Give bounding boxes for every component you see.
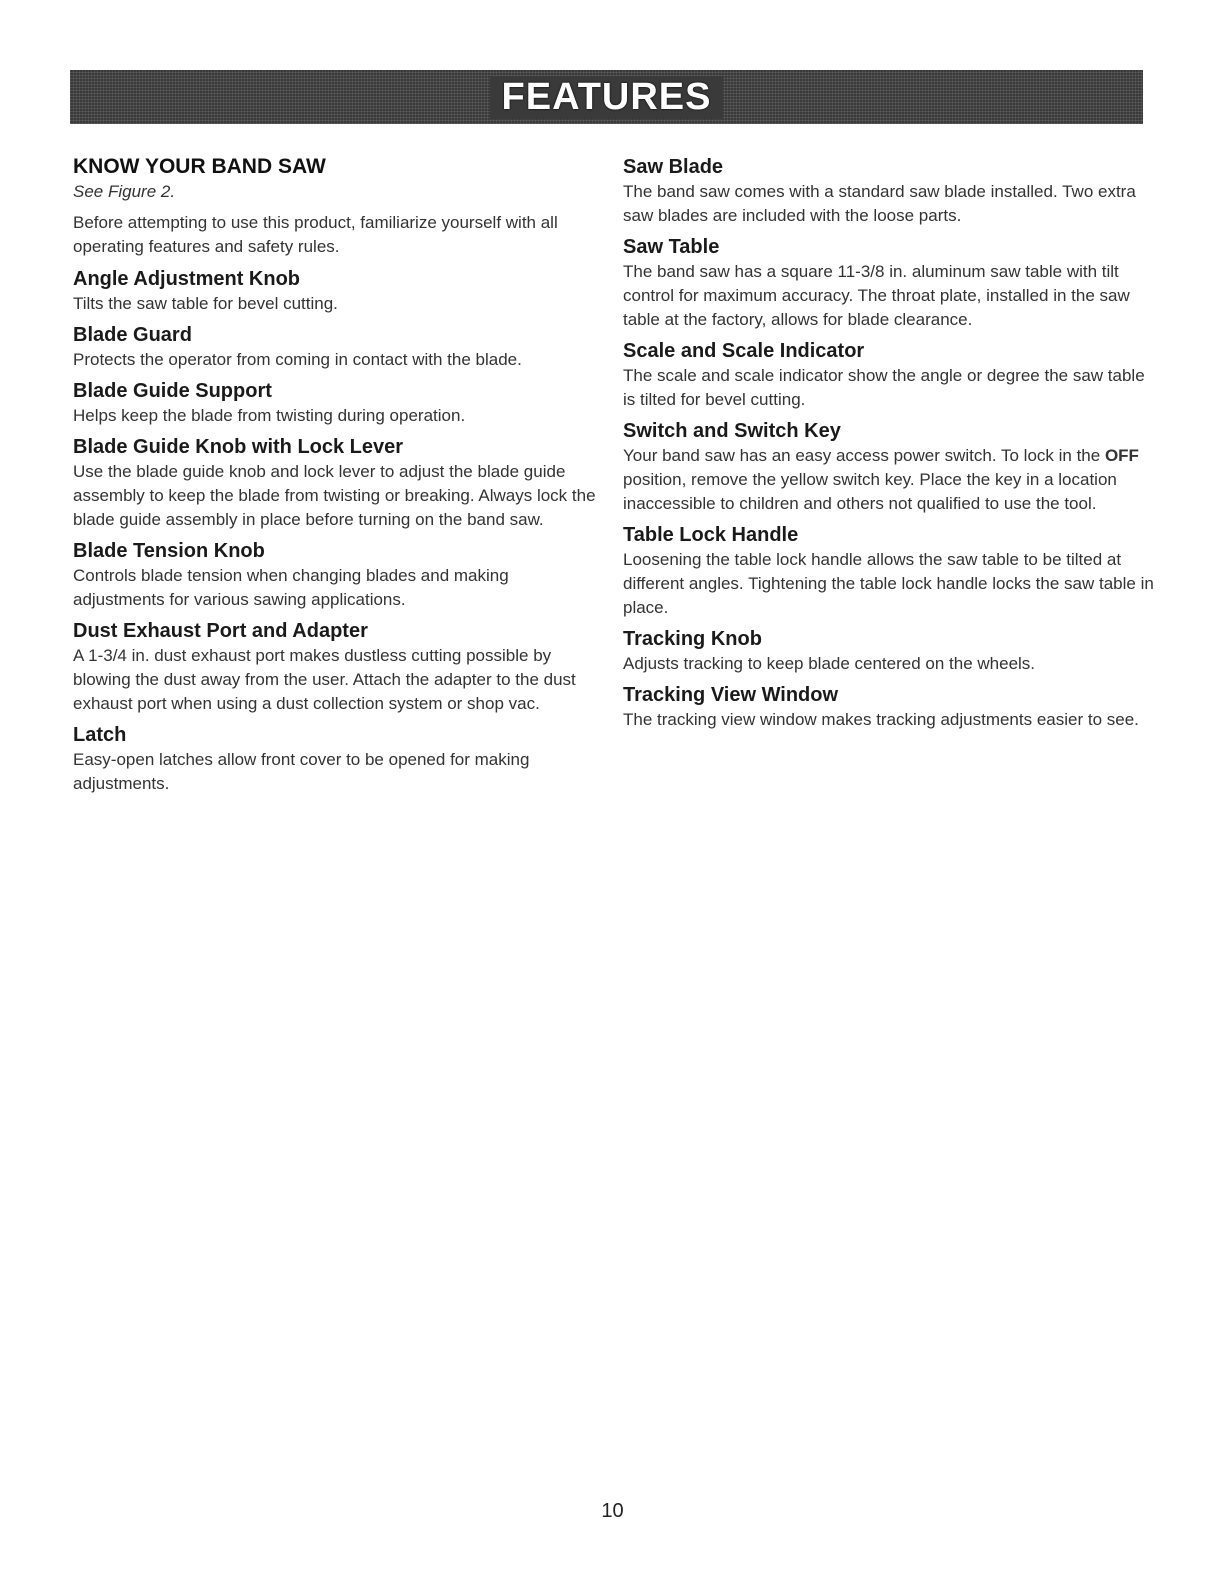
- feature-angle-adjustment-knob: [73, 267, 598, 316]
- feature-description: The scale and scale indicator show the angle or degree the saw table is tilted for bevel cutting.: [623, 366, 1145, 409]
- feature-title: Angle Adjustment Knob: [73, 268, 301, 290]
- feature-title: Latch: [73, 724, 127, 746]
- left-column: [73, 155, 598, 803]
- description-text: position, remove the yellow switch key. Place the key in a location inaccessible to children and others not qualified to use the tool.: [623, 470, 1117, 513]
- figure-reference: See Figure 2.: [73, 182, 176, 201]
- intro-paragraph: Before attempting to use this product, familiarize yourself with all operating features and safety rules.: [73, 213, 558, 256]
- feature-title: Dust Exhaust Port and Adapter: [73, 620, 368, 642]
- feature-blade-guard: [73, 323, 598, 372]
- banner-title: FEATURES: [490, 76, 724, 119]
- feature-description: Adjusts tracking to keep blade centered on the wheels.: [623, 654, 1036, 673]
- feature-description: Controls blade tension when changing blades and making adjustments for various sawing applications.: [73, 566, 509, 609]
- feature-table-lock-handle: [623, 523, 1158, 620]
- feature-title: Table Lock Handle: [623, 524, 799, 546]
- feature-title: Tracking Knob: [623, 628, 762, 650]
- description-text: Your band saw has an easy access power switch. To lock in the: [623, 446, 1105, 465]
- feature-title: Blade Guard: [73, 324, 192, 346]
- features-banner: [70, 70, 1143, 124]
- right-column: [623, 155, 1158, 739]
- feature-blade-guide-support: [73, 379, 598, 428]
- feature-description: The band saw comes with a standard saw blade installed. Two extra saw blades are included with the loose parts.: [623, 182, 1136, 225]
- feature-title: Saw Table: [623, 236, 720, 258]
- page-number: 10: [601, 1500, 624, 1522]
- feature-latch: [73, 723, 598, 796]
- feature-title: Tracking View Window: [623, 684, 839, 706]
- feature-title: Switch and Switch Key: [623, 420, 841, 442]
- section-heading: KNOW YOUR BAND SAW: [73, 155, 326, 178]
- feature-description: Tilts the saw table for bevel cutting.: [73, 294, 338, 313]
- feature-description: [623, 444, 1158, 516]
- feature-tracking-view-window: [623, 683, 1158, 732]
- feature-title: Saw Blade: [623, 156, 724, 178]
- feature-switch-key: [623, 419, 1158, 516]
- feature-title: Scale and Scale Indicator: [623, 340, 865, 362]
- feature-description: A 1-3/4 in. dust exhaust port makes dustless cutting possible by blowing the dust away from the user. Attach the adapter to the dust exhaust port when using a dust collection system or shop vac.: [73, 646, 576, 713]
- feature-description: The band saw has a square 11-3/8 in. aluminum saw table with tilt control for maximum accuracy. The throat plate, installed in the saw table at the factory, allows for blade clearance.: [623, 262, 1130, 329]
- feature-saw-blade: [623, 155, 1158, 228]
- feature-title: Blade Guide Support: [73, 380, 272, 402]
- feature-scale-indicator: [623, 339, 1158, 412]
- feature-blade-guide-knob: [73, 435, 598, 532]
- feature-description: Easy-open latches allow front cover to be opened for making adjustments.: [73, 750, 530, 793]
- feature-dust-exhaust-port: [73, 619, 598, 716]
- feature-blade-tension-knob: [73, 539, 598, 612]
- feature-description: Helps keep the blade from twisting during operation.: [73, 406, 466, 425]
- feature-description: Use the blade guide knob and lock lever to adjust the blade guide assembly to keep the blade from twisting or breaking. Always lock the blade guide assembly in place before turning on the band saw.: [73, 462, 596, 529]
- feature-description: The tracking view window makes tracking adjustments easier to see.: [623, 710, 1139, 729]
- feature-title: Blade Guide Knob with Lock Lever: [73, 436, 404, 458]
- feature-description: Protects the operator from coming in contact with the blade.: [73, 350, 522, 369]
- feature-saw-table: [623, 235, 1158, 332]
- feature-title: Blade Tension Knob: [73, 540, 265, 562]
- feature-tracking-knob: [623, 627, 1158, 676]
- feature-description: Loosening the table lock handle allows the saw table to be tilted at different angles. Tightening the table lock handle locks the saw table in place.: [623, 550, 1154, 617]
- off-position-label: OFF: [1104, 446, 1139, 465]
